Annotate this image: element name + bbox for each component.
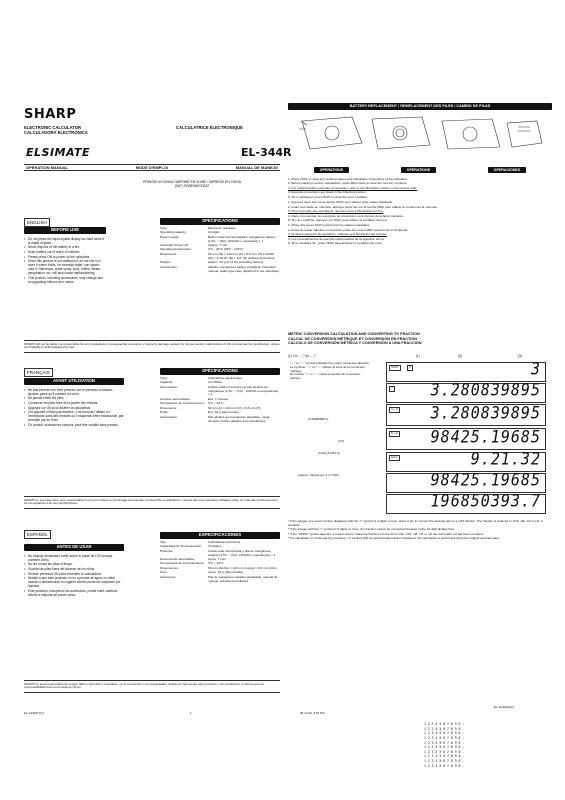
product-lines (24, 125, 88, 136)
list-item: • Ne jamais brûler les piles. (24, 396, 124, 400)
lcd-value: 98425.19685 (430, 427, 541, 448)
list-item: 5. "E" is displayed, press ON/C to clear the error condition. (288, 194, 369, 199)
list-item: • No tire nunca las pilas al fuego. (24, 562, 124, 566)
liability-note-es: SHARP no será responsable de ningún daño imprevisto o resultante, en lo económico o en propiedades, debido al mal uso de este producto y sus periféricos, a menos que tal responsabilidad sea reconocida por la ley. (24, 680, 280, 693)
list-item: • Este producto, incluyendo los accesorios, puede sufrir cambios debido a mejoras sin previo aviso. (24, 589, 124, 597)
example-note: El símbolo "→" o "←" indica el sentido de conversión métrica. (290, 372, 361, 380)
liability-note-en: SHARP will not be liable nor responsible for any incidental or consequential economic or property damage caused by misuse and/or malfunctions of this product and its peripherals, unless such liability is acknowledged by law. (24, 340, 280, 353)
table-row: Accesorios: Pila de manganeso alcalina (instalada), manual de manejo, estuche tipo billetera (160, 574, 278, 583)
battery-illustration (292, 113, 548, 155)
example-note: "→" or "←" symbol indicates the metric conversion direction. (290, 361, 370, 365)
list-item: 1 2 3 4 5 6 7 8 9 0 . (424, 722, 465, 726)
conversion-footnotes (288, 520, 550, 542)
list-item: • Do not press the liquid crystal display too hard since it is made of glass. (24, 237, 106, 245)
model-name: EL-344R (241, 146, 292, 159)
product-line-es: CALCULADORA ELECTRÓNICA (24, 130, 88, 136)
series-name: ELSIMATE (26, 146, 90, 159)
before-use-title-fr: AVANT UTILISATION (24, 378, 124, 385)
before-use-title-es: ANTES DE USAR (24, 544, 124, 551)
french-section (24, 368, 53, 377)
specs-en (160, 218, 280, 274)
operations-title-fr: OPÉRATIONS (401, 167, 437, 173)
specs-table-es (160, 541, 280, 584)
manual-title-bar (24, 164, 280, 171)
print-code: (04F) TINSE0867EHZZ (174, 184, 210, 189)
liability-note-fr: SHARP ne peut être tenu pour responsable pour tout incident ou dommage économique consécutifs ou altérations, causés par une mauvaise utilisation et/ou un mauvais fonctionnement de cet appareil et de ses périphériques. (24, 496, 280, 509)
printed-in (112, 180, 272, 188)
lcd-value: 3.280839895 (430, 403, 541, 424)
manual-title-es: MANUAL DE MANEJO (235, 165, 278, 170)
list-item: 1 2 3 4 5 6 7 8 9 0 . (424, 754, 465, 759)
table-row: Alimentation: Cellule solaire incorporée et pile alcaline au manganèse (1,5V ⎓ (CC) : LR1130 ou équivalente) × 1 (160, 384, 279, 397)
list-item: 4. Dans cet exemple, les exemples de procédures sont donnés de la façon suivante. (288, 213, 404, 218)
list-item: • Never dispose of the battery in a fire. (24, 245, 106, 249)
footer-left: EL-344R(T)(C) (24, 711, 44, 715)
example-note: Le symbole "→" ou "←" indique le sens de la conversion métrique. (290, 364, 365, 373)
list-item: 3. For representative examples of operation, refer to the illustration shown on the reverse side. (288, 185, 418, 190)
operations-bar (288, 167, 552, 173)
list-item: 1 2 3 4 5 6 7 8 9 0 . (424, 740, 465, 745)
lcd-display (386, 449, 546, 472)
side-label: (3.94) (3 9/64 in) (318, 451, 341, 455)
lcd-display (386, 404, 546, 426)
list-item: 1. Appuyez deux fois sur la touche ON/C pour effacer toute valeur résiduelle. (288, 200, 394, 205)
before-use-en (24, 227, 106, 285)
battery-section (288, 103, 552, 110)
before-use-title-en: BEFORE USE (24, 227, 106, 234)
list-item: 5. Si « E » s'affiche, appuyez sur ON/C pour effacer la condition d'erreur. (288, 217, 388, 222)
list-item: • Debido a que este producto no es a prueba de agua, no debe usarse ni almacenarse en lugares donde pueda ser salpicado por líquidos. (24, 576, 124, 588)
list-item: • Ne pas exercer une forte pression sur le panneau à cristaux liquides parce qu'il contient du verre. (24, 388, 124, 396)
table-row: Capacidad de funcionamiento: 10 dígitos (160, 544, 222, 549)
table-row: Tipo: Calculadora electrónica (160, 539, 241, 544)
key-label: ft→in (391, 431, 399, 435)
table-row: Power supply: Built-in solar cell and alkaline manganese battery (1.5V ⎓ (DC): LR1130 or equivalent) × 1 (160, 234, 276, 243)
list-item: 4. Los procedimientos de ejemplo están listados de la siguiente forma. (288, 236, 385, 241)
operations-title-es: OPERACIONES (488, 167, 527, 173)
footer-code: EL-344R(E)(C) (494, 705, 515, 709)
example-notes (290, 362, 370, 381)
example-col-1: (1) (416, 354, 420, 358)
table-row: Weight: Approx. 63 g (0.14 lb) (including battery) (160, 260, 264, 265)
table-row: Dimensiones: 69 mm (Ancho) × 119 mm (Largo) × 6,6 mm (Alto) (160, 565, 277, 570)
list-item: 5. Si se visualiza "E", pulse ON/C para eliminar la condición de error. (288, 241, 383, 246)
lcd-display (386, 470, 546, 493)
list-item: • Sírvase presionar ON para encender la calculadora. (24, 572, 124, 576)
product-line-fr: CALCULATRICE ÉLECTRONIQUE (176, 125, 243, 130)
list-item: 2. Antes de iniciar cálculos en memoria, pulse dos veces MRC para borrar el contenido. (288, 227, 409, 232)
list-item: 1 2 3 4 5 6 7 8 9 0 . (424, 763, 465, 768)
key-label: ON/C (391, 365, 399, 369)
list-item: * If a calculation is continued (by pressing = or similar) with an approximate fraction displayed, the calculation is performed using the original decimal value. (288, 536, 500, 541)
list-item: 1. Press ON/C to clear any residual values and calculation instructions of the calculator. (288, 177, 408, 181)
list-item: * If the integer with the "r" symbol is 5 digits or more, the fraction cannot be converted because of the 10-digit display limit. (288, 527, 455, 532)
manual-title-en: OPERATION MANUAL (26, 165, 68, 170)
side-label: (3 ft) (338, 439, 345, 443)
specs-title-fr: SPÉCIFICATIONS (160, 368, 280, 375)
before-use-list-fr (24, 388, 124, 427)
table-row: Type: Electronic calculator (160, 225, 236, 230)
key-label: a b/c (391, 455, 398, 459)
table-row: Type: Calculatrice électronique (160, 375, 242, 380)
lang-label-fr: FRANÇAIS (24, 368, 53, 377)
conversion-example (288, 352, 552, 612)
table-row: Desconexión automática: Aprox. 7 min. (160, 557, 227, 562)
before-use-list-es (24, 554, 124, 597)
before-use-list-en (24, 237, 106, 284)
specs-table-fr (160, 377, 280, 424)
operations-title-en: OPERATIONS (314, 167, 350, 173)
list-item: 1 2 3 4 5 6 7 8 9 0 . (424, 726, 465, 731)
spanish-section (24, 530, 51, 539)
operations-steps (288, 178, 552, 247)
product-line-en: ELECTRONIC CALCULATOR (24, 125, 82, 130)
table-row: Operating temperature: 0°C - 40°C (32°F - 104°F) (160, 247, 244, 252)
lang-label-en: ENGLISH (24, 218, 50, 227)
manual-title-fr: MODE D'EMPLOI (135, 165, 169, 170)
list-item: • Appuyez sur ON pour allumer la calculatrice. (24, 406, 124, 410)
list-item: 1 2 3 4 5 6 7 8 9 0 . (424, 759, 465, 764)
list-item: 1 2 3 4 5 6 7 8 9 0 . (424, 749, 465, 754)
lcd-value: 196850393.7 (430, 491, 541, 512)
list-item: 2. Avant tout calcul en mémoire, appuyez deux fois sur la touche MRC pour effacer le contenu de la mémoire. (288, 204, 439, 209)
side-label: (3.28083989 ft) (308, 417, 329, 421)
conversion-title-fr: CALCUL DE CONVERSION MÉTRIQUE ET CONVERSION EN FRACTION (288, 336, 418, 341)
lcd-display (386, 428, 546, 450)
battery-title: BATTERY REPLACEMENT / REMPLACEMENT DES PILES / CAMBIO DE PILAS (288, 103, 552, 110)
list-item: • Please press ON to power on the calculator. (24, 255, 106, 259)
list-item: 1 2 3 4 5 6 7 8 9 0 . (424, 745, 465, 750)
footer-date: 05.12.09, 2:52 PM (300, 711, 325, 715)
table-row: Poids: Env. 63 g (pile fournie) (160, 410, 239, 415)
table-row: Dimensions: 69 mm (W) × 119 mm (D) × 6.6 mm (H) 2-23/32" (W) × 4-11/16" (D) × 1/4" (H) (without protrusion) (160, 251, 275, 260)
list-item: • Conserver les piles hors de la portée des enfants. (24, 401, 124, 405)
table-row: Accessories: Alkaline manganese battery (installed), Operation manual, wallet type case (attached to the calculator) (160, 264, 280, 273)
table-row: Accessoires: Pile alcaline au manganèse (installée), mode d'emploi, boîtier (attaché à la calculatrice) (160, 414, 270, 423)
before-use-fr (24, 378, 124, 428)
conversion-title-en: METRIC CONVERSION CALCULATION AND CONVERTING TO FRACTION (288, 332, 420, 336)
lcd-value: 3.280839895 (430, 380, 541, 401)
table-row: Potencia: Célula solar incorporada y pila de manganeso alcalina (1,5V ⎓ (CC): LR1130 o equivalente) × 1 (160, 548, 276, 557)
table-row: Dimensions: 69 mm (L) × 119 mm (P) × 6,6 mm (H) (160, 405, 261, 410)
table-row: Température de fonctionnement: 0°C – 40°C (160, 401, 224, 406)
side-label: (Approx. 9in)(Aprox. 9 in 7/32") (298, 473, 340, 477)
list-item: 3. Si desea ejemplos de operación, refiérase a la ilustración del reverso. (288, 232, 387, 237)
conversion-title (288, 332, 552, 346)
list-item: • Ce produit, accessoires compris, peut être modifié sans préavis. (24, 423, 124, 427)
list-item: 3. Pour l'exemple des opérations, reportez-vous à l'illustration au dos. (288, 209, 384, 214)
specs-title-en: SPECIFICATIONS (160, 218, 280, 225)
list-item: • Since this product is not waterproof, do not use it or store it where fluids, for example water, can splash onto it. Raindrops, water spray, juice, coffee, steam, perspiration, etc. will also cause malfunctioning. (24, 259, 106, 275)
list-item: * If the "APPR" symbol appears, it means that to make the fraction into the form n/32, n/16, n/8, n/4 or n/2 the numerator (n) has been rounded. (288, 531, 484, 536)
lang-label-es: ESPAÑOL (24, 530, 51, 539)
list-item: 1 2 3 4 5 6 7 8 9 0 . (424, 735, 465, 740)
example-col-3: (3) (518, 354, 522, 358)
specs-title-es: ESPECIFICACIONES (160, 532, 280, 539)
list-item: 1. Pulse dos veces ON/C para borrar los valores residuales. (288, 223, 371, 228)
printed-in-text: PRINTED IN CHINA / IMPRIMÉ EN CHINE / IMPRESO EN CHINA (143, 180, 241, 184)
table-row: Automatic Power-off: Approx. 7 min. (160, 243, 228, 248)
list-item: 2. Before starting memory calculations, press MRC twice to clear the memory contents. (288, 181, 408, 186)
table-row: Operating capacity: 10 digits (160, 230, 220, 235)
list-item: 4. Example procedures are listed in the following manner. (288, 190, 367, 195)
list-item: • Keep battery out of reach of children. (24, 250, 106, 254)
specs-es (160, 532, 280, 584)
specs-table-en (160, 227, 280, 274)
lcd-value: 9.21.32 (470, 449, 541, 470)
battery-diagram (292, 113, 548, 155)
key-label: m→ft (391, 407, 399, 411)
table-row: Temperatura de funcionamiento: 0°C – 40°C (160, 561, 224, 566)
lcd-display (386, 380, 546, 403)
list-item: • Guarde las pilas fuera del alcance de los niños. (24, 567, 124, 571)
example-col-2: (2) (458, 354, 462, 358)
lcd-display (386, 359, 546, 382)
list-item: * If the integer of a result number displayed with the "r" symbol is 4 digits or less, press a b/c to convert the decimal part to a n/32 fraction. The fraction is reduced to 1/16, 1/8, 1/4 or 1/2, if possible. (288, 519, 543, 527)
conversion-title-es: CÁLCULO DE CONVERSIÓN MÉTRICA Y CONVERSIÓN A UNA FRACCIÓN (288, 341, 422, 346)
list-item: • No empuje demasiado fuerte sobre el panel de LCD porque contiene vidrio. (24, 554, 124, 562)
sharp-logo: SHARP (24, 107, 77, 122)
list-item: • This product, including accessories, may change due to upgrading without prior notice. (24, 276, 106, 284)
example-label: (1) 3 in → ? yd → ? (288, 354, 316, 358)
specs-fr (160, 368, 280, 424)
before-use-es (24, 544, 124, 598)
table-row: Capacité: 10 chiffres (160, 380, 223, 385)
list-item: 1 2 3 4 5 6 7 8 9 0 . (424, 731, 465, 736)
number-sequence (424, 722, 464, 768)
lcd-value: 3 (530, 359, 541, 380)
key-label: 3 (409, 365, 411, 369)
table-row: Peso: Aprox. 63 g (pila incluida) (160, 570, 243, 575)
list-item: • Cet appareil n'étant pas étanche, il ne faut pas l'utiliser ou l'entreposer dans des endroits où il risquerait d'être éclaboussé, par exemple par de l'eau. (24, 410, 124, 422)
table-row: Coupure automatique: Env. 7 minutes (160, 396, 229, 401)
lcd-display (386, 491, 546, 514)
key-label: = (391, 386, 393, 390)
footer-page: 1 (190, 711, 192, 715)
lcd-value: 98425.19685 (430, 470, 541, 491)
